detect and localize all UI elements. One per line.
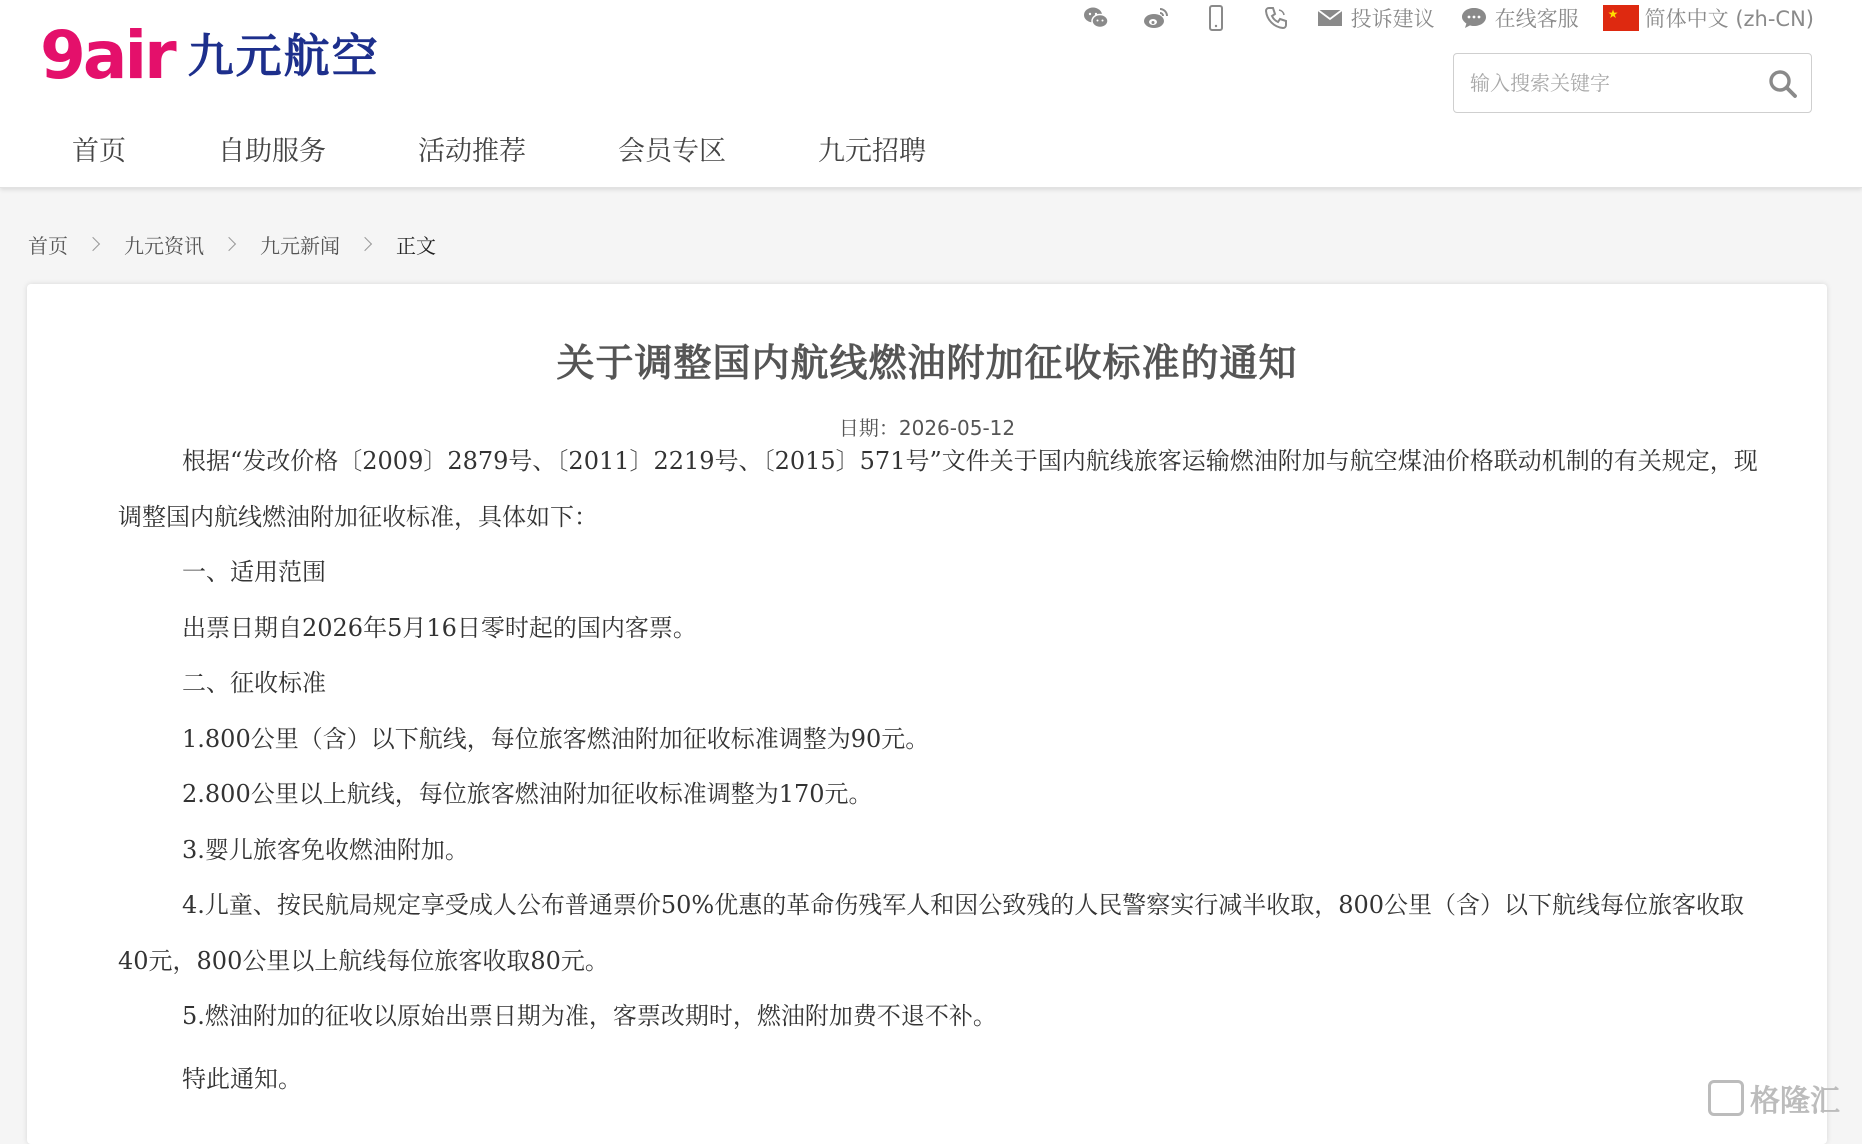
breadcrumb-news[interactable]: 九元新闻 (260, 233, 340, 258)
weibo-icon[interactable] (1141, 3, 1171, 33)
breadcrumb (28, 230, 436, 258)
article-paragraph: 特此通知。 (182, 1064, 302, 1093)
china-flag-icon: ★ (1603, 5, 1639, 31)
article-paragraph: 2.800公里以上航线，每位旅客燃油附加征收标准调整为170元。 (182, 780, 873, 808)
article-paragraph: 1.800公里（含）以下航线，每位旅客燃油附加征收标准调整为90元。 (182, 724, 930, 753)
chevron-right-icon (86, 237, 100, 251)
complaint-link[interactable] (1315, 3, 1435, 33)
watermark (1708, 1076, 1840, 1120)
mail-icon (1315, 3, 1345, 33)
watermark-logo-icon (1708, 1080, 1744, 1116)
chat-bubble-icon (1459, 3, 1489, 33)
article-card (27, 284, 1827, 1144)
article-body (118, 434, 1768, 1107)
main-nav (72, 126, 1018, 170)
nav-item-self-service[interactable]: 自助服务 (218, 135, 326, 167)
logo-wordmark: 9air (40, 17, 174, 94)
breadcrumb-current: 正文 (396, 233, 436, 258)
language-label: 简体中文 (zh-CN) (1644, 7, 1814, 31)
breadcrumb-news-center[interactable]: 九元资讯 (124, 233, 204, 258)
search-icon[interactable] (1767, 68, 1799, 100)
phone-icon[interactable] (1261, 3, 1291, 33)
watermark-text: 格隆汇 (1750, 1084, 1840, 1119)
search-box (1453, 53, 1812, 113)
article-paragraph: 一、适用范围 (182, 558, 326, 586)
nav-item-promotions[interactable]: 活动推荐 (418, 135, 526, 167)
nav-item-membership[interactable]: 会员专区 (618, 135, 726, 167)
mobile-icon[interactable] (1201, 3, 1231, 33)
article-paragraph: 根据“发改价格〔2009〕2879号、〔2011〕2219号、〔2015〕571号”文件关于国内航线旅客运输燃油附加与航空煤油价格联动机制的有关规定，现调整国内航线燃油附加征收标准，具体如下： (118, 447, 1758, 531)
online-service-link[interactable] (1459, 3, 1579, 33)
chevron-right-icon (358, 237, 372, 251)
article-paragraph: 出票日期自2026年5月16日零时起的国内客票。 (182, 613, 697, 642)
search-input[interactable] (1454, 54, 1754, 112)
wechat-icon[interactable] (1081, 3, 1111, 33)
logo-chinese-name: 九元航空 (187, 29, 380, 83)
article-paragraph: 5.燃油附加的征收以原始出票日期为准，客票改期时，燃油附加费不退不补。 (182, 1002, 997, 1030)
article-title: 关于调整国内航线燃油附加征收标准的通知 (556, 341, 1298, 385)
top-utility-bar (1081, 2, 1814, 34)
site-header (0, 0, 1862, 188)
nav-item-home[interactable]: 首页 (72, 135, 126, 167)
nav-item-careers[interactable]: 九元招聘 (818, 135, 926, 167)
online-service-label: 在线客服 (1494, 7, 1579, 31)
article-date: 日期：2026-05-12 (838, 416, 1016, 440)
chevron-right-icon (222, 237, 236, 251)
article-paragraph: 3.婴儿旅客免收燃油附加。 (182, 835, 469, 864)
complaint-label: 投诉建议 (1350, 7, 1435, 31)
site-logo[interactable] (40, 18, 380, 94)
article-paragraph: 二、征收标准 (182, 669, 326, 697)
breadcrumb-home[interactable]: 首页 (28, 233, 68, 258)
article-paragraph: 4.儿童、按民航局规定享受成人公布普通票价50%优惠的革命伤残军人和因公致残的人民警察实行减半收取，800公里（含）以下航线每位旅客收取40元，800公里以上航线每位旅客收取80元。 (118, 891, 1745, 975)
language-selector[interactable] (1603, 3, 1814, 33)
